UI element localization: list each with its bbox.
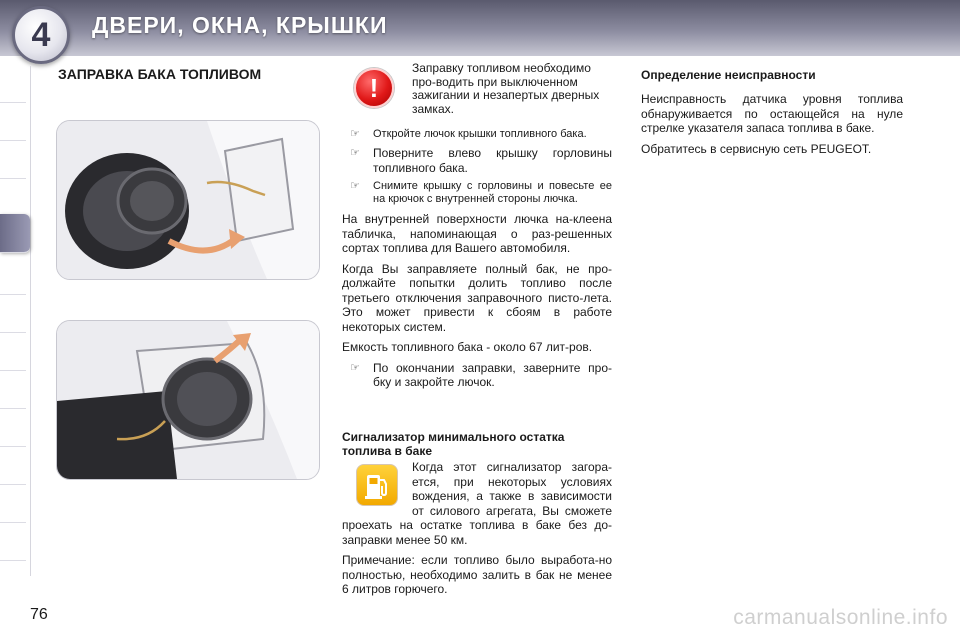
fault-title: Определение неисправности <box>641 68 816 82</box>
page-number: 76 <box>30 606 48 623</box>
low-fuel-section <box>342 430 612 603</box>
bullet-arrow-icon: ☞ <box>350 180 360 192</box>
low-fuel-text: Когда этот сигнализатор загора-ется, при некоторых условиях вождения, а также в зависимости от силового агрегата, Вы сможете проехать на остатке топлива в баке без до-заправки менее 50 км. <box>342 460 612 547</box>
chapter-tab-12[interactable] <box>0 524 26 561</box>
steps-list <box>342 128 612 206</box>
list-item: ☞ Поверните влево крышку горловины топливного бака. <box>350 146 612 175</box>
instructions-column <box>342 62 612 396</box>
warning-notice <box>342 62 612 116</box>
chapter-tab-10[interactable] <box>0 448 26 485</box>
final-step-list <box>342 361 612 390</box>
list-item: ☞ По окончании заправки, заверните про-бку и закройте лючок. <box>350 360 612 389</box>
chapter-tab-2[interactable] <box>0 104 26 141</box>
list-item: ☞ Откройте лючок крышки топливного бака. <box>350 128 587 140</box>
paragraph: Емкость топливного бака - около 67 лит-ров. <box>342 340 593 354</box>
fuel-cap-closed-illustration <box>56 320 320 480</box>
fuel-cap-closed-drawing <box>57 321 319 479</box>
bullet-arrow-icon: ☞ <box>350 147 360 159</box>
bullet-arrow-icon: ☞ <box>350 361 360 374</box>
chapter-tab-5[interactable] <box>0 258 26 295</box>
low-fuel-title: Сигнализатор минимального остатка топлива в баке <box>342 430 565 458</box>
chapter-tab-rail <box>0 66 31 576</box>
chapter-tab-6[interactable] <box>0 296 26 333</box>
fuel-cap-open-drawing <box>57 121 319 279</box>
chapter-tab-1[interactable] <box>0 66 26 103</box>
low-fuel-note: Примечание: если топливо было выработа-но полностью, необходимо залить в бак не менее 6 литров горючего. <box>342 553 612 596</box>
list-item: ☞ Снимите крышку с горловины и повесьте ее на крючок с внутренней стороны лючка. <box>350 180 612 205</box>
chapter-tab-3[interactable] <box>0 142 26 179</box>
chapter-number-badge: 4 <box>12 6 70 64</box>
warning-text: Заправку топливом необходимо про-водить при выключенном зажигании и незапертых дверных замках. <box>412 61 600 116</box>
exclamation-icon: ! <box>354 68 394 108</box>
service-text: Обратитесь в сервисную сеть PEUGEOT. <box>641 141 872 156</box>
chapter-tab-7[interactable] <box>0 334 26 371</box>
fuel-cap-open-illustration <box>56 120 320 280</box>
section-title: ЗАПРАВКА БАКА ТОПЛИВОМ <box>58 66 262 82</box>
watermark: carmanualsonline.info <box>733 606 948 629</box>
chapter-title: ДВЕРИ, ОКНА, КРЫШКИ <box>92 12 388 38</box>
fault-column <box>641 68 903 162</box>
fault-text: Неисправность датчика уровня топлива обнаруживается по остающейся на нуле стрелке указателя запаса топлива в баке. <box>641 92 903 135</box>
paragraph: На внутренней поверхности лючка на-клеена табличка, напоминающая о раз-решенных сортах топлива для Вашего автомобиля. <box>342 212 612 255</box>
bullet-arrow-icon: ☞ <box>350 128 360 140</box>
chapter-tab-8[interactable] <box>0 372 26 409</box>
chapter-tab-4-active[interactable] <box>0 214 30 253</box>
fuel-pump-icon <box>356 464 398 506</box>
chapter-tab-11[interactable] <box>0 486 26 523</box>
chapter-tab-9[interactable] <box>0 410 26 447</box>
paragraph: Когда Вы заправляете полный бак, не про-должайте попытки долить топливо после третьего отключения заправочного писто-лета. Это может привести к сбоям в работе некоторых систем. <box>342 261 612 334</box>
